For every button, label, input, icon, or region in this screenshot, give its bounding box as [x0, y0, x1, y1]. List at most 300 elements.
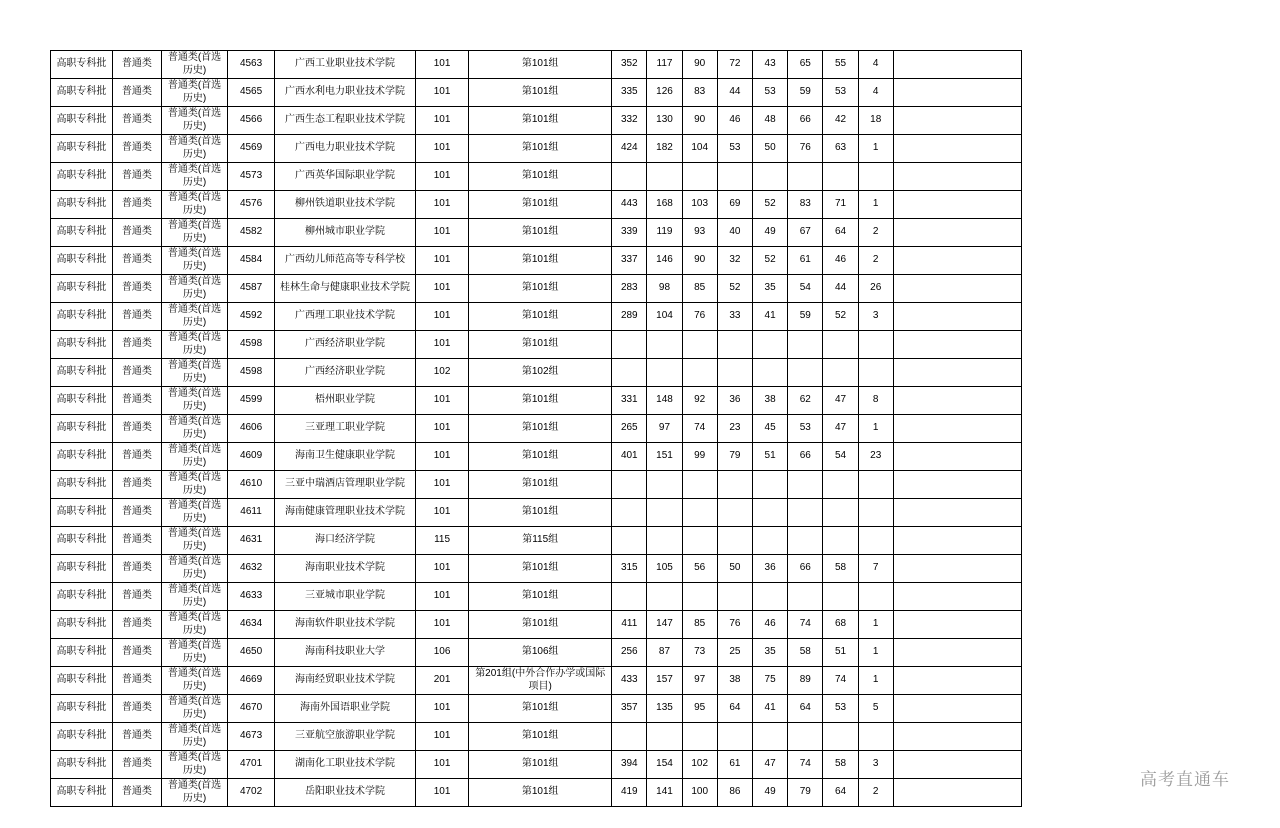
- cell-v6: 59: [788, 79, 823, 107]
- cell-code: 4634: [228, 611, 275, 639]
- cell-batch: 高职专科批: [51, 191, 113, 219]
- cell-group_code: 102: [415, 359, 468, 387]
- cell-note: [893, 275, 1021, 303]
- cell-v2: 154: [647, 751, 682, 779]
- cell-v7: 53: [823, 79, 858, 107]
- cell-note: [893, 219, 1021, 247]
- cell-group_code: 101: [415, 723, 468, 751]
- cell-v7: 51: [823, 639, 858, 667]
- cell-code: 4573: [228, 163, 275, 191]
- cell-v4: 44: [717, 79, 752, 107]
- cell-v2: 146: [647, 247, 682, 275]
- cell-v5: [753, 527, 788, 555]
- cell-v7: 47: [823, 415, 858, 443]
- cell-v7: 53: [823, 695, 858, 723]
- cell-v8: [858, 359, 893, 387]
- cell-v5: 52: [753, 247, 788, 275]
- cell-school: 三亚理工职业学院: [275, 415, 416, 443]
- table-row: [51, 163, 1022, 191]
- cell-v4: 50: [717, 555, 752, 583]
- cell-v2: 126: [647, 79, 682, 107]
- cell-v3: [682, 499, 717, 527]
- cell-category: 普通类: [112, 751, 161, 779]
- cell-note: [893, 387, 1021, 415]
- cell-v2: 87: [647, 639, 682, 667]
- cell-note: [893, 107, 1021, 135]
- cell-group_name: 第106组: [469, 639, 612, 667]
- table-row: [51, 79, 1022, 107]
- cell-v8: 1: [858, 191, 893, 219]
- cell-school: 广西幼儿师范高等专科学校: [275, 247, 416, 275]
- cell-v8: 2: [858, 219, 893, 247]
- cell-v6: 59: [788, 303, 823, 331]
- cell-school: 梧州职业学院: [275, 387, 416, 415]
- cell-v6: 61: [788, 247, 823, 275]
- cell-category: 普通类: [112, 555, 161, 583]
- cell-v4: 36: [717, 387, 752, 415]
- table-row: [51, 695, 1022, 723]
- cell-v2: [647, 471, 682, 499]
- table-row: [51, 723, 1022, 751]
- cell-v5: 43: [753, 51, 788, 79]
- cell-v1: 352: [612, 51, 647, 79]
- cell-category: 普通类: [112, 695, 161, 723]
- cell-subject: 普通类(首选历史): [161, 219, 227, 247]
- cell-group_code: 101: [415, 611, 468, 639]
- cell-category: 普通类: [112, 51, 161, 79]
- cell-v8: 1: [858, 611, 893, 639]
- cell-group_code: 101: [415, 751, 468, 779]
- cell-group_name: 第101组: [469, 163, 612, 191]
- cell-category: 普通类: [112, 331, 161, 359]
- cell-batch: 高职专科批: [51, 51, 113, 79]
- cell-v6: [788, 359, 823, 387]
- cell-v3: [682, 471, 717, 499]
- cell-batch: 高职专科批: [51, 667, 113, 695]
- cell-note: [893, 723, 1021, 751]
- cell-group_name: 第101组: [469, 415, 612, 443]
- cell-note: [893, 779, 1021, 807]
- cell-school: 岳阳职业技术学院: [275, 779, 416, 807]
- cell-v5: 52: [753, 191, 788, 219]
- cell-code: 4670: [228, 695, 275, 723]
- cell-group_code: 201: [415, 667, 468, 695]
- cell-category: 普通类: [112, 443, 161, 471]
- cell-batch: 高职专科批: [51, 79, 113, 107]
- cell-v8: 1: [858, 135, 893, 163]
- cell-note: [893, 555, 1021, 583]
- cell-note: [893, 751, 1021, 779]
- cell-group_code: 101: [415, 443, 468, 471]
- cell-note: [893, 415, 1021, 443]
- cell-v5: [753, 583, 788, 611]
- cell-school: 广西英华国际职业学院: [275, 163, 416, 191]
- table-row: [51, 247, 1022, 275]
- cell-group_name: 第101组: [469, 51, 612, 79]
- cell-group_name: 第101组: [469, 219, 612, 247]
- cell-v8: 5: [858, 695, 893, 723]
- cell-group_name: 第101组: [469, 107, 612, 135]
- cell-school: 广西水利电力职业技术学院: [275, 79, 416, 107]
- cell-v7: 44: [823, 275, 858, 303]
- cell-v4: 38: [717, 667, 752, 695]
- cell-note: [893, 359, 1021, 387]
- cell-v1: [612, 723, 647, 751]
- cell-v5: [753, 163, 788, 191]
- cell-code: 4565: [228, 79, 275, 107]
- cell-group_code: 101: [415, 303, 468, 331]
- cell-v7: [823, 527, 858, 555]
- cell-school: 广西电力职业技术学院: [275, 135, 416, 163]
- cell-note: [893, 163, 1021, 191]
- cell-group_name: 第101组: [469, 443, 612, 471]
- cell-code: 4669: [228, 667, 275, 695]
- cell-batch: 高职专科批: [51, 527, 113, 555]
- cell-v6: 67: [788, 219, 823, 247]
- cell-v3: [682, 359, 717, 387]
- cell-code: 4584: [228, 247, 275, 275]
- watermark: 高考直通车: [1140, 770, 1230, 789]
- cell-group_name: 第201组(中外合作办学或国际项目): [469, 667, 612, 695]
- cell-v2: [647, 331, 682, 359]
- cell-v3: 93: [682, 219, 717, 247]
- cell-subject: 普通类(首选历史): [161, 471, 227, 499]
- cell-school: 三亚城市职业学院: [275, 583, 416, 611]
- cell-v1: 283: [612, 275, 647, 303]
- cell-v3: 73: [682, 639, 717, 667]
- cell-v7: 47: [823, 387, 858, 415]
- cell-subject: 普通类(首选历史): [161, 499, 227, 527]
- cell-v4: 76: [717, 611, 752, 639]
- cell-v4: 33: [717, 303, 752, 331]
- cell-v8: 1: [858, 415, 893, 443]
- cell-code: 4673: [228, 723, 275, 751]
- cell-v3: 56: [682, 555, 717, 583]
- cell-category: 普通类: [112, 723, 161, 751]
- cell-v4: [717, 583, 752, 611]
- cell-note: [893, 471, 1021, 499]
- table-row: [51, 359, 1022, 387]
- cell-v8: [858, 471, 893, 499]
- table-row: [51, 191, 1022, 219]
- cell-v6: 53: [788, 415, 823, 443]
- cell-v3: 100: [682, 779, 717, 807]
- cell-batch: 高职专科批: [51, 331, 113, 359]
- cell-school: 海南外国语职业学院: [275, 695, 416, 723]
- cell-v2: [647, 527, 682, 555]
- cell-school: 湖南化工职业技术学院: [275, 751, 416, 779]
- cell-v5: 47: [753, 751, 788, 779]
- cell-subject: 普通类(首选历史): [161, 555, 227, 583]
- cell-v1: 419: [612, 779, 647, 807]
- cell-v1: 337: [612, 247, 647, 275]
- cell-v3: [682, 723, 717, 751]
- cell-category: 普通类: [112, 471, 161, 499]
- cell-v6: 74: [788, 751, 823, 779]
- cell-code: 4701: [228, 751, 275, 779]
- cell-group_name: 第101组: [469, 611, 612, 639]
- cell-v6: 66: [788, 107, 823, 135]
- cell-v5: [753, 331, 788, 359]
- cell-v6: [788, 583, 823, 611]
- cell-group_name: 第101组: [469, 751, 612, 779]
- cell-group_name: 第101组: [469, 79, 612, 107]
- cell-v7: 55: [823, 51, 858, 79]
- cell-v1: 265: [612, 415, 647, 443]
- table-row: [51, 667, 1022, 695]
- cell-v3: 90: [682, 247, 717, 275]
- cell-school: 海南科技职业大学: [275, 639, 416, 667]
- cell-v7: 52: [823, 303, 858, 331]
- cell-school: 海南软件职业技术学院: [275, 611, 416, 639]
- cell-code: 4611: [228, 499, 275, 527]
- cell-v3: 85: [682, 611, 717, 639]
- cell-v7: 68: [823, 611, 858, 639]
- cell-v3: [682, 331, 717, 359]
- table-row: [51, 219, 1022, 247]
- cell-batch: 高职专科批: [51, 107, 113, 135]
- cell-group_name: 第101组: [469, 779, 612, 807]
- cell-v7: 46: [823, 247, 858, 275]
- cell-v1: 411: [612, 611, 647, 639]
- cell-batch: 高职专科批: [51, 275, 113, 303]
- cell-subject: 普通类(首选历史): [161, 163, 227, 191]
- cell-v3: 92: [682, 387, 717, 415]
- cell-v7: 42: [823, 107, 858, 135]
- cell-v5: 48: [753, 107, 788, 135]
- cell-v5: 41: [753, 695, 788, 723]
- cell-group_name: 第101组: [469, 555, 612, 583]
- cell-v3: 104: [682, 135, 717, 163]
- cell-v2: 104: [647, 303, 682, 331]
- cell-v5: 49: [753, 219, 788, 247]
- cell-v4: 23: [717, 415, 752, 443]
- cell-note: [893, 667, 1021, 695]
- cell-v8: 3: [858, 303, 893, 331]
- cell-v2: 105: [647, 555, 682, 583]
- cell-category: 普通类: [112, 79, 161, 107]
- cell-v5: 49: [753, 779, 788, 807]
- cell-v4: 64: [717, 695, 752, 723]
- table-row: [51, 135, 1022, 163]
- cell-note: [893, 443, 1021, 471]
- cell-v1: [612, 331, 647, 359]
- cell-batch: 高职专科批: [51, 415, 113, 443]
- cell-batch: 高职专科批: [51, 471, 113, 499]
- cell-v8: 1: [858, 667, 893, 695]
- cell-subject: 普通类(首选历史): [161, 107, 227, 135]
- cell-v7: 74: [823, 667, 858, 695]
- cell-v3: [682, 527, 717, 555]
- cell-group_code: 101: [415, 107, 468, 135]
- cell-v3: 95: [682, 695, 717, 723]
- cell-group_name: 第101组: [469, 499, 612, 527]
- cell-v4: 46: [717, 107, 752, 135]
- cell-v6: [788, 163, 823, 191]
- cell-code: 4633: [228, 583, 275, 611]
- cell-group_code: 101: [415, 331, 468, 359]
- cell-category: 普通类: [112, 191, 161, 219]
- cell-subject: 普通类(首选历史): [161, 779, 227, 807]
- cell-v6: 54: [788, 275, 823, 303]
- cell-code: 4592: [228, 303, 275, 331]
- cell-group_code: 101: [415, 583, 468, 611]
- cell-batch: 高职专科批: [51, 751, 113, 779]
- cell-v6: 66: [788, 443, 823, 471]
- cell-v7: 58: [823, 751, 858, 779]
- table-row: [51, 275, 1022, 303]
- cell-batch: 高职专科批: [51, 555, 113, 583]
- cell-v1: 339: [612, 219, 647, 247]
- cell-category: 普通类: [112, 415, 161, 443]
- cell-v1: [612, 499, 647, 527]
- table-row: [51, 611, 1022, 639]
- cell-v3: 74: [682, 415, 717, 443]
- cell-v8: 4: [858, 79, 893, 107]
- table-row: [51, 499, 1022, 527]
- cell-note: [893, 639, 1021, 667]
- cell-batch: 高职专科批: [51, 583, 113, 611]
- cell-v6: 83: [788, 191, 823, 219]
- cell-v1: 443: [612, 191, 647, 219]
- cell-v1: 331: [612, 387, 647, 415]
- cell-v8: [858, 723, 893, 751]
- cell-batch: 高职专科批: [51, 359, 113, 387]
- cell-batch: 高职专科批: [51, 443, 113, 471]
- cell-group_code: 101: [415, 275, 468, 303]
- cell-v2: 151: [647, 443, 682, 471]
- cell-subject: 普通类(首选历史): [161, 611, 227, 639]
- cell-school: 海南卫生健康职业学院: [275, 443, 416, 471]
- cell-batch: 高职专科批: [51, 723, 113, 751]
- cell-v4: 53: [717, 135, 752, 163]
- cell-v2: 168: [647, 191, 682, 219]
- cell-subject: 普通类(首选历史): [161, 527, 227, 555]
- table-row: [51, 583, 1022, 611]
- cell-v8: 4: [858, 51, 893, 79]
- cell-v5: 51: [753, 443, 788, 471]
- cell-v2: 148: [647, 387, 682, 415]
- cell-subject: 普通类(首选历史): [161, 359, 227, 387]
- cell-group_name: 第101组: [469, 191, 612, 219]
- cell-group_name: 第101组: [469, 583, 612, 611]
- cell-v4: 25: [717, 639, 752, 667]
- cell-v2: 135: [647, 695, 682, 723]
- cell-v7: [823, 163, 858, 191]
- cell-note: [893, 499, 1021, 527]
- cell-school: 广西生态工程职业技术学院: [275, 107, 416, 135]
- cell-code: 4563: [228, 51, 275, 79]
- cell-category: 普通类: [112, 163, 161, 191]
- table-row: [51, 639, 1022, 667]
- cell-group_code: 115: [415, 527, 468, 555]
- table-row: [51, 751, 1022, 779]
- cell-school: 海南职业技术学院: [275, 555, 416, 583]
- cell-v5: 75: [753, 667, 788, 695]
- cell-v8: 7: [858, 555, 893, 583]
- cell-v3: 83: [682, 79, 717, 107]
- table-row: [51, 387, 1022, 415]
- cell-note: [893, 247, 1021, 275]
- admission-score-table: [50, 50, 1022, 807]
- cell-school: 广西工业职业技术学院: [275, 51, 416, 79]
- cell-v3: 99: [682, 443, 717, 471]
- cell-subject: 普通类(首选历史): [161, 723, 227, 751]
- cell-v2: 119: [647, 219, 682, 247]
- cell-v5: 36: [753, 555, 788, 583]
- cell-v3: 102: [682, 751, 717, 779]
- cell-v8: [858, 331, 893, 359]
- cell-v2: 141: [647, 779, 682, 807]
- cell-category: 普通类: [112, 527, 161, 555]
- cell-v5: 50: [753, 135, 788, 163]
- cell-v7: 64: [823, 779, 858, 807]
- cell-v1: [612, 359, 647, 387]
- cell-note: [893, 695, 1021, 723]
- cell-v8: 2: [858, 779, 893, 807]
- cell-code: 4631: [228, 527, 275, 555]
- cell-v1: 401: [612, 443, 647, 471]
- cell-school: 广西理工职业技术学院: [275, 303, 416, 331]
- cell-subject: 普通类(首选历史): [161, 415, 227, 443]
- cell-category: 普通类: [112, 611, 161, 639]
- cell-note: [893, 191, 1021, 219]
- cell-v3: 97: [682, 667, 717, 695]
- cell-group_code: 101: [415, 51, 468, 79]
- cell-v6: 64: [788, 695, 823, 723]
- cell-v8: 8: [858, 387, 893, 415]
- cell-batch: 高职专科批: [51, 611, 113, 639]
- cell-v4: [717, 499, 752, 527]
- cell-code: 4606: [228, 415, 275, 443]
- cell-group_code: 106: [415, 639, 468, 667]
- cell-v5: 41: [753, 303, 788, 331]
- cell-v4: [717, 471, 752, 499]
- cell-v6: [788, 527, 823, 555]
- cell-note: [893, 303, 1021, 331]
- cell-subject: 普通类(首选历史): [161, 639, 227, 667]
- cell-v3: 103: [682, 191, 717, 219]
- cell-v8: [858, 163, 893, 191]
- cell-v3: 90: [682, 51, 717, 79]
- cell-subject: 普通类(首选历史): [161, 51, 227, 79]
- cell-group_name: 第101组: [469, 247, 612, 275]
- cell-school: 海口经济学院: [275, 527, 416, 555]
- cell-group_code: 101: [415, 79, 468, 107]
- cell-subject: 普通类(首选历史): [161, 303, 227, 331]
- cell-code: 4582: [228, 219, 275, 247]
- cell-category: 普通类: [112, 275, 161, 303]
- cell-v2: [647, 723, 682, 751]
- cell-group_name: 第115组: [469, 527, 612, 555]
- cell-batch: 高职专科批: [51, 219, 113, 247]
- cell-v6: [788, 723, 823, 751]
- cell-batch: 高职专科批: [51, 639, 113, 667]
- cell-group_name: 第101组: [469, 331, 612, 359]
- cell-school: 海南经贸职业技术学院: [275, 667, 416, 695]
- cell-v8: [858, 583, 893, 611]
- cell-batch: 高职专科批: [51, 247, 113, 275]
- table-row: [51, 527, 1022, 555]
- cell-v5: 45: [753, 415, 788, 443]
- cell-group_name: 第101组: [469, 275, 612, 303]
- cell-group_name: 第102组: [469, 359, 612, 387]
- cell-group_code: 101: [415, 779, 468, 807]
- cell-subject: 普通类(首选历史): [161, 583, 227, 611]
- cell-batch: 高职专科批: [51, 779, 113, 807]
- cell-v5: 35: [753, 639, 788, 667]
- cell-code: 4566: [228, 107, 275, 135]
